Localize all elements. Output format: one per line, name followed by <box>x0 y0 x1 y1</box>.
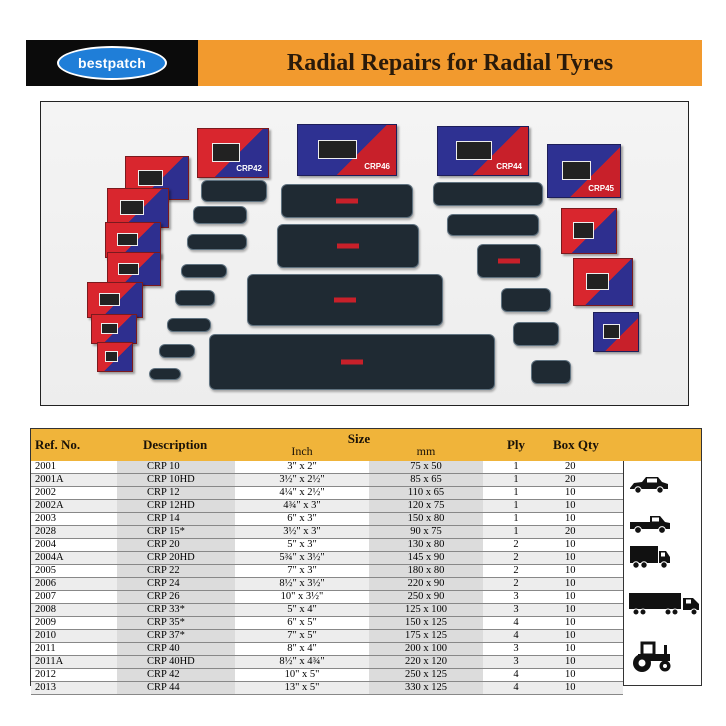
table-row <box>31 565 623 578</box>
product-photo <box>40 101 689 406</box>
cell-description: CRP 40 <box>117 643 235 656</box>
cell-description: CRP 15* <box>117 526 235 539</box>
table-row <box>31 604 623 617</box>
cell-description: CRP 24 <box>117 578 235 591</box>
table-row <box>31 500 623 513</box>
cell-description: CRP 44 <box>117 682 235 695</box>
header-inch: Inch <box>291 444 313 458</box>
cell-description: CRP 40HD <box>117 656 235 669</box>
brand-logo-block <box>26 40 198 86</box>
cell-ply: 3 <box>483 591 549 604</box>
header-ref: Ref. No. <box>31 429 117 461</box>
cell-box-qty: 20 <box>549 526 623 539</box>
page-title: Radial Repairs for Radial Tyres <box>286 49 614 76</box>
table-row <box>31 656 623 669</box>
cell-size-inch: 7" x 3" <box>235 565 369 578</box>
cell-description: CRP 22 <box>117 565 235 578</box>
header-box-qty: Box Qty <box>549 429 623 461</box>
cell-box-qty: 10 <box>549 617 623 630</box>
cell-size-inch: 8½" x 3½" <box>235 578 369 591</box>
repair-patch <box>187 234 247 250</box>
repair-patch <box>433 182 543 206</box>
cell-size-mm: 330 x 125 <box>369 682 483 695</box>
cell-ply: 1 <box>483 474 549 487</box>
cell-ply: 3 <box>483 604 549 617</box>
cell-size-inch: 8½" x 4¾" <box>235 656 369 669</box>
repair-patch <box>277 224 419 268</box>
cell-description: CRP 12 <box>117 487 235 500</box>
cell-size-mm: 130 x 80 <box>369 539 483 552</box>
cell-size-mm: 150 x 125 <box>369 617 483 630</box>
icon-column-header <box>623 429 701 461</box>
cell-ref: 2005 <box>31 565 117 578</box>
cell-box-qty: 10 <box>549 643 623 656</box>
cell-ref: 2009 <box>31 617 117 630</box>
product-box <box>561 208 617 254</box>
box-label: CRP46 <box>364 162 390 171</box>
cell-box-qty: 10 <box>549 552 623 565</box>
cell-size-inch: 3½" x 2½" <box>235 474 369 487</box>
cell-box-qty: 10 <box>549 682 623 695</box>
cell-description: CRP 20HD <box>117 552 235 565</box>
cell-size-inch: 5" x 3" <box>235 539 369 552</box>
product-box <box>87 282 143 318</box>
table-row <box>31 539 623 552</box>
cell-description: CRP 37* <box>117 630 235 643</box>
cell-size-mm: 110 x 65 <box>369 487 483 500</box>
cell-box-qty: 10 <box>549 656 623 669</box>
cell-size-inch: 4¼" x 2½" <box>235 487 369 500</box>
lorry-icon <box>628 543 672 571</box>
table-header-row <box>31 429 623 461</box>
cell-ply: 4 <box>483 669 549 682</box>
cell-size-mm: 75 x 50 <box>369 461 483 474</box>
cell-size-mm: 180 x 80 <box>369 565 483 578</box>
header-description: Description <box>117 429 235 461</box>
logo-text: bestpatch <box>78 55 146 71</box>
repair-patch <box>247 274 443 326</box>
cell-ref: 2028 <box>31 526 117 539</box>
cell-size-mm: 220 x 90 <box>369 578 483 591</box>
bestpatch-logo <box>57 46 167 80</box>
repair-patch <box>209 334 495 390</box>
product-box-crp46 <box>297 124 397 176</box>
product-box-crp45 <box>547 144 621 198</box>
cell-description: CRP 26 <box>117 591 235 604</box>
product-box <box>107 252 161 286</box>
spec-table <box>31 429 623 695</box>
repair-patch <box>193 206 247 224</box>
cell-ref: 2007 <box>31 591 117 604</box>
cell-box-qty: 10 <box>549 565 623 578</box>
table-row <box>31 617 623 630</box>
cell-description: CRP 14 <box>117 513 235 526</box>
header-ply: Ply <box>483 429 549 461</box>
cell-ply: 2 <box>483 565 549 578</box>
cell-ref: 2008 <box>31 604 117 617</box>
product-box-crp44 <box>437 126 529 176</box>
cell-ref: 2001A <box>31 474 117 487</box>
table-row <box>31 474 623 487</box>
cell-ply: 3 <box>483 643 549 656</box>
repair-patch <box>159 344 195 358</box>
cell-ply: 2 <box>483 578 549 591</box>
cell-ply: 2 <box>483 539 549 552</box>
cell-size-mm: 150 x 80 <box>369 513 483 526</box>
cell-size-mm: 85 x 65 <box>369 474 483 487</box>
cell-ply: 1 <box>483 461 549 474</box>
cell-description: CRP 35* <box>117 617 235 630</box>
table-row <box>31 591 623 604</box>
title-banner <box>198 40 702 86</box>
cell-ply: 1 <box>483 513 549 526</box>
table-row <box>31 552 623 565</box>
cell-description: CRP 10HD <box>117 474 235 487</box>
repair-patch <box>513 322 559 346</box>
cell-size-mm: 145 x 90 <box>369 552 483 565</box>
cell-box-qty: 20 <box>549 474 623 487</box>
repair-patch <box>181 264 227 278</box>
cell-ref: 2010 <box>31 630 117 643</box>
box-label: CRP42 <box>236 164 262 173</box>
cell-box-qty: 10 <box>549 513 623 526</box>
cell-size-inch: 10" x 3½" <box>235 591 369 604</box>
cell-size-inch: 10" x 5" <box>235 669 369 682</box>
cell-ply: 4 <box>483 630 549 643</box>
product-box-crp42 <box>197 128 269 178</box>
cell-size-inch: 5¾" x 3½" <box>235 552 369 565</box>
cell-box-qty: 10 <box>549 539 623 552</box>
repair-patch <box>149 368 181 380</box>
cell-ply: 3 <box>483 656 549 669</box>
repair-patch <box>531 360 571 384</box>
box-label: CRP44 <box>496 162 522 171</box>
repair-patch <box>477 244 541 278</box>
cell-box-qty: 10 <box>549 604 623 617</box>
page-header <box>26 40 702 86</box>
pickup-truck-icon <box>628 513 672 535</box>
cell-size-mm: 250 x 90 <box>369 591 483 604</box>
cell-box-qty: 10 <box>549 487 623 500</box>
header-mm: mm <box>416 444 436 458</box>
cell-size-inch: 5" x 4" <box>235 604 369 617</box>
cell-ref: 2011 <box>31 643 117 656</box>
cell-size-inch: 3" x 2" <box>235 461 369 474</box>
cell-size-inch: 6" x 3" <box>235 513 369 526</box>
cell-box-qty: 20 <box>549 461 623 474</box>
cell-ply: 4 <box>483 617 549 630</box>
cell-ref: 2013 <box>31 682 117 695</box>
cell-ply: 1 <box>483 500 549 513</box>
repair-patch <box>175 290 215 306</box>
cell-ref: 2006 <box>31 578 117 591</box>
cell-ply: 4 <box>483 682 549 695</box>
cell-size-inch: 8" x 4" <box>235 643 369 656</box>
box-label: CRP45 <box>588 184 614 193</box>
cell-ply: 1 <box>483 526 549 539</box>
vehicle-icon-column <box>623 461 701 685</box>
table-row <box>31 669 623 682</box>
cell-size-inch: 13" x 5" <box>235 682 369 695</box>
table-row <box>31 526 623 539</box>
header-size-label: Size <box>347 431 371 446</box>
cell-size-inch: 7" x 5" <box>235 630 369 643</box>
product-box <box>91 314 137 344</box>
cell-description: CRP 33* <box>117 604 235 617</box>
cell-box-qty: 10 <box>549 669 623 682</box>
table-row <box>31 513 623 526</box>
product-box <box>593 312 639 352</box>
repair-patch <box>281 184 413 218</box>
cell-ref: 2004 <box>31 539 117 552</box>
cell-size-inch: 3½" x 3" <box>235 526 369 539</box>
cell-size-mm: 220 x 120 <box>369 656 483 669</box>
cell-ref: 2012 <box>31 669 117 682</box>
cell-size-inch: 6" x 5" <box>235 617 369 630</box>
tractor-icon <box>628 639 674 673</box>
cell-description: CRP 10 <box>117 461 235 474</box>
repair-patch <box>167 318 211 332</box>
table-row <box>31 630 623 643</box>
cell-size-mm: 120 x 75 <box>369 500 483 513</box>
cell-ply: 1 <box>483 487 549 500</box>
cell-description: CRP 12HD <box>117 500 235 513</box>
cell-box-qty: 10 <box>549 591 623 604</box>
cell-description: CRP 20 <box>117 539 235 552</box>
header-size <box>235 429 483 461</box>
table-row <box>31 682 623 695</box>
cell-size-inch: 4¾" x 3" <box>235 500 369 513</box>
table-row <box>31 578 623 591</box>
cell-size-mm: 90 x 75 <box>369 526 483 539</box>
repair-patch <box>201 180 267 202</box>
cell-ref: 2002A <box>31 500 117 513</box>
specification-table <box>30 428 702 693</box>
repair-patch <box>501 288 551 312</box>
cell-ref: 2002 <box>31 487 117 500</box>
cell-box-qty: 10 <box>549 630 623 643</box>
car-icon <box>628 475 670 495</box>
cell-size-mm: 200 x 100 <box>369 643 483 656</box>
cell-size-mm: 125 x 100 <box>369 604 483 617</box>
trailer-truck-icon <box>628 589 702 619</box>
cell-box-qty: 10 <box>549 578 623 591</box>
cell-ref: 2003 <box>31 513 117 526</box>
table-row <box>31 643 623 656</box>
cell-box-qty: 10 <box>549 500 623 513</box>
product-box <box>97 342 133 372</box>
repair-patch <box>447 214 539 236</box>
table-row <box>31 461 623 474</box>
table-row <box>31 487 623 500</box>
cell-ply: 2 <box>483 552 549 565</box>
cell-ref: 2004A <box>31 552 117 565</box>
cell-size-mm: 250 x 125 <box>369 669 483 682</box>
cell-size-mm: 175 x 125 <box>369 630 483 643</box>
cell-ref: 2001 <box>31 461 117 474</box>
cell-ref: 2011A <box>31 656 117 669</box>
cell-description: CRP 42 <box>117 669 235 682</box>
product-box <box>573 258 633 306</box>
